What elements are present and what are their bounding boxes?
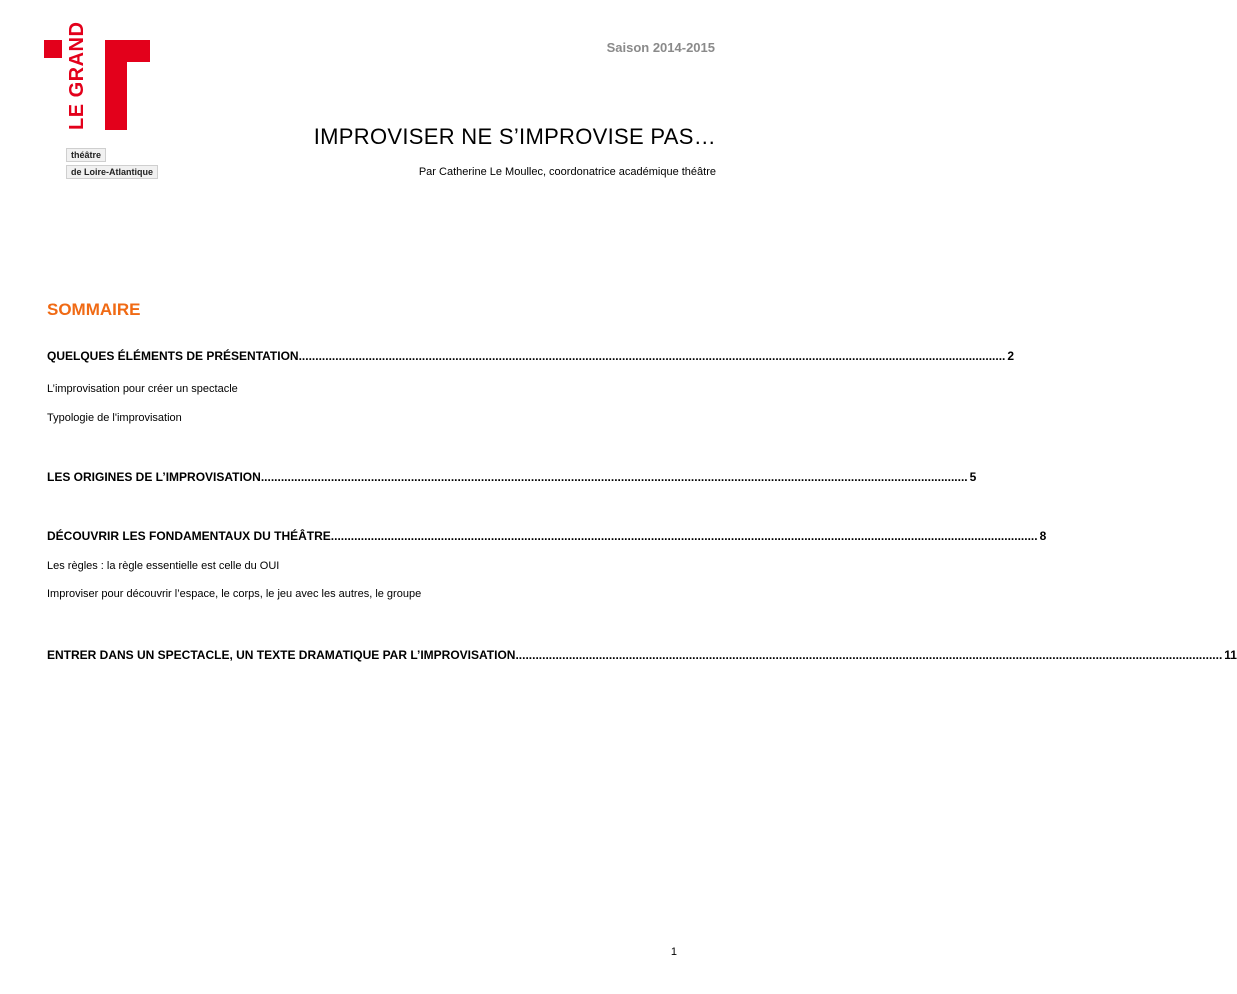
logo-t-stem xyxy=(105,40,127,130)
toc-subitem[interactable]: Les règles : la règle essentielle est celle du OUI xyxy=(47,560,280,572)
season-label: Saison 2014-2015 xyxy=(606,40,715,55)
toc-entry-page: 8 xyxy=(1039,529,1047,543)
sommaire-heading: SOMMAIRE xyxy=(47,300,141,319)
toc-leader-dots: .................................................................................................................................................................................................................... xyxy=(260,470,968,484)
toc-entry-title: QUELQUES ÉLÉMENTS DE PRÉSENTATION xyxy=(47,349,299,363)
theatre-logo: LE GRAND théâtre de Loire-Atlantique xyxy=(44,40,166,182)
toc-entry[interactable] xyxy=(47,648,1237,662)
toc-entry[interactable] xyxy=(47,470,977,484)
toc-leader-dots: .................................................................................................................................................................................................................... xyxy=(298,349,1006,363)
author-byline: Par Catherine Le Moullec, coordonatrice académique théâtre xyxy=(418,166,716,178)
toc-entry[interactable] xyxy=(47,349,1015,363)
logo-chip-region: de Loire-Atlantique xyxy=(66,165,158,179)
toc-entry[interactable] xyxy=(47,529,1047,543)
toc-leader-dots: .................................................................................................................................................................................................................... xyxy=(515,648,1223,662)
document-title: IMPROVISER NE S’IMPROVISE PAS… xyxy=(313,124,716,149)
toc-leader-dots: .................................................................................................................................................................................................................... xyxy=(330,529,1038,543)
logo-square xyxy=(44,40,62,58)
toc-subitem[interactable]: L’improvisation pour créer un spectacle xyxy=(47,383,238,395)
page-number: 1 xyxy=(670,946,677,958)
toc-entry-title: ENTRER DANS UN SPECTACLE, UN TEXTE DRAMATIQUE PAR L’IMPROVISATION xyxy=(47,648,516,662)
toc-entry-title: LES ORIGINES DE L’IMPROVISATION xyxy=(47,470,261,484)
toc-entry-title: DÉCOUVRIR LES FONDAMENTAUX DU THÉÂTRE xyxy=(47,529,331,543)
toc-entry-page: 5 xyxy=(969,470,977,484)
logo-chip-theatre: théâtre xyxy=(66,148,106,162)
toc-entry-page: 2 xyxy=(1007,349,1015,363)
toc-subitem[interactable]: Typologie de l'improvisation xyxy=(47,412,182,424)
toc-entry-page: 11 xyxy=(1224,648,1237,662)
toc-subitem[interactable]: Improviser pour découvrir l’espace, le corps, le jeu avec les autres, le groupe xyxy=(47,588,422,600)
